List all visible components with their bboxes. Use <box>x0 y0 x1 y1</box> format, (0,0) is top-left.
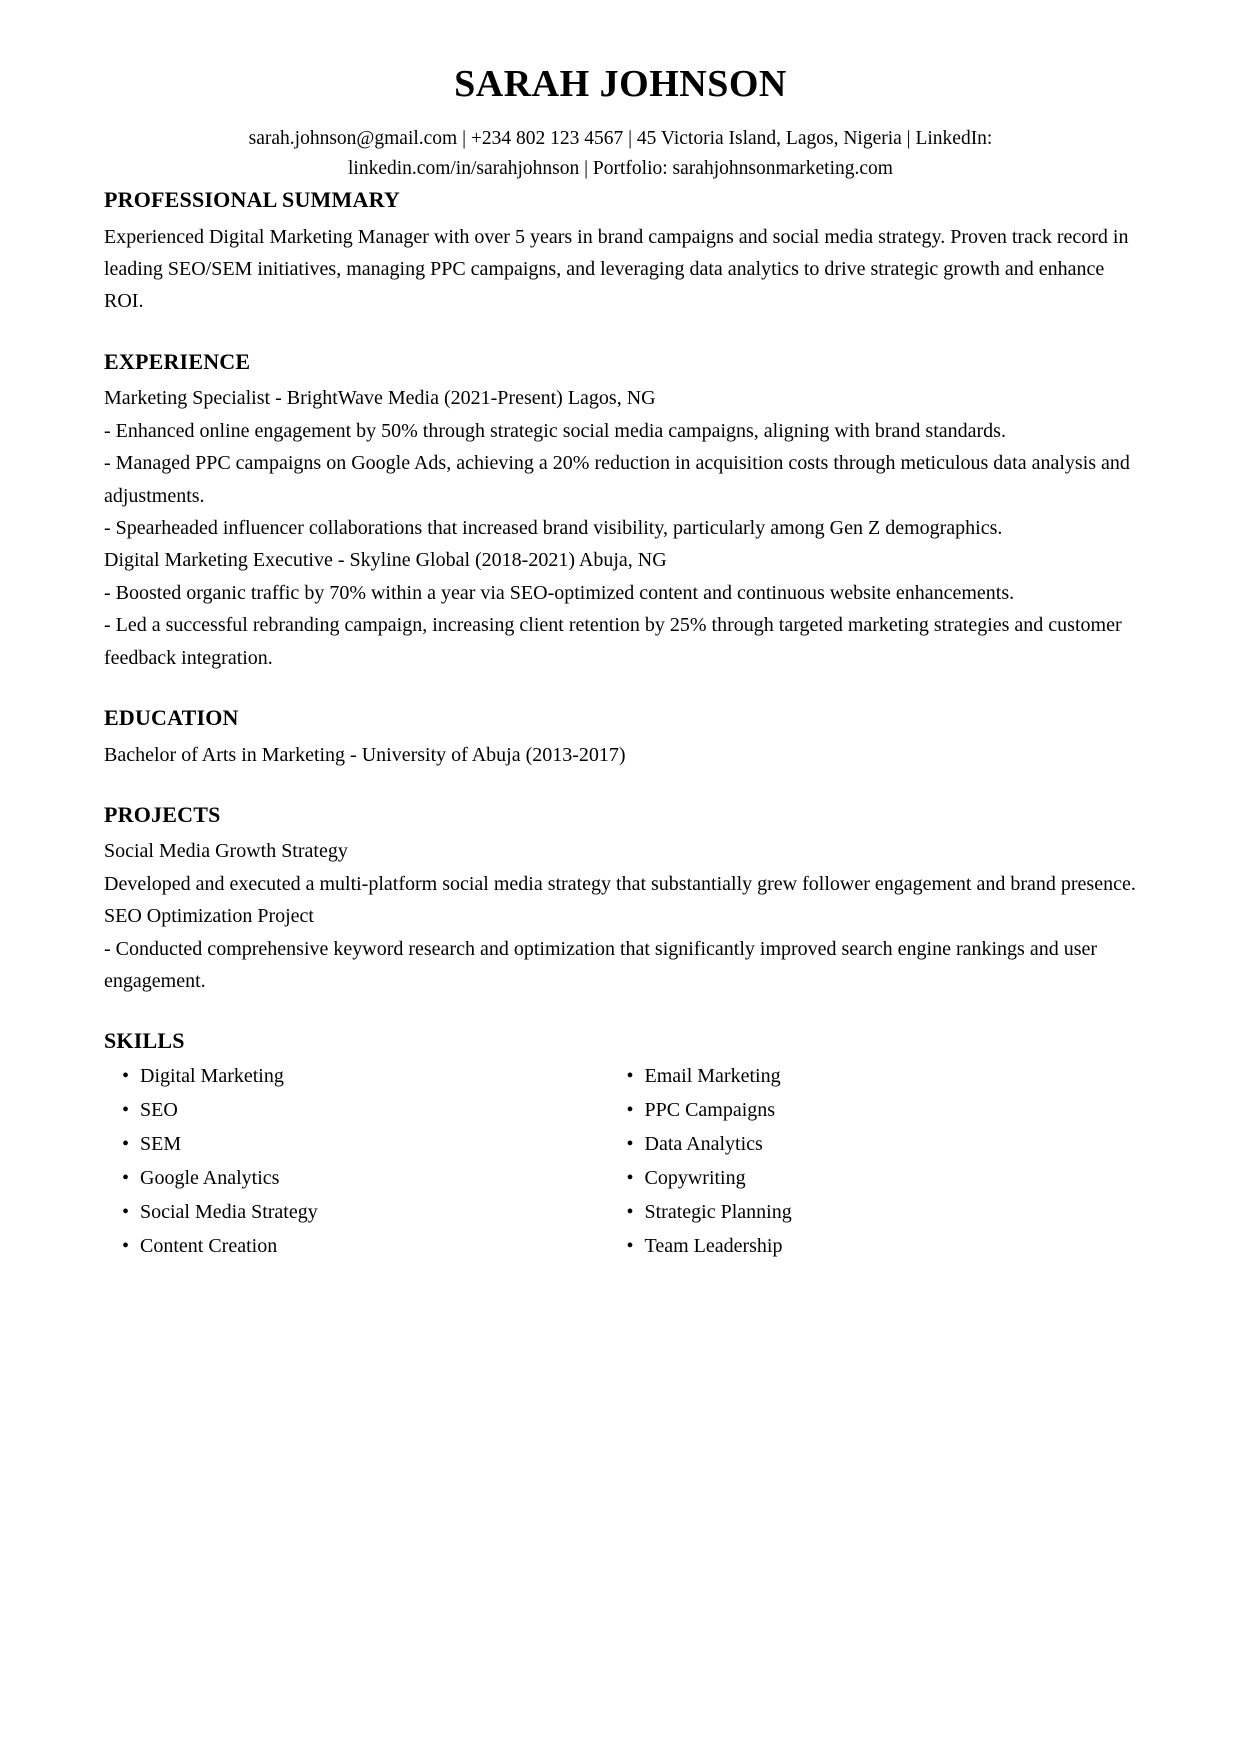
bullet-icon: • <box>122 1099 130 1122</box>
education-entry: Bachelor of Arts in Marketing - University of Abuja (2013-2017) <box>104 743 626 766</box>
bullet-icon: • <box>122 1167 130 1190</box>
skill-label: Digital Marketing <box>140 1065 284 1088</box>
skill-item <box>122 1164 621 1193</box>
section-skills <box>104 1027 1137 1266</box>
section-experience <box>104 348 1137 674</box>
experience-entry <box>104 544 1137 674</box>
experience-bullet: - Managed PPC campaigns on Google Ads, achieving a 20% reduction in acquisition costs through meticulous data analysis and adjustments. <box>104 452 1130 507</box>
experience-bullet: - Boosted organic traffic by 70% within a year via SEO-optimized content and continuous website enhancements. <box>104 581 1015 604</box>
skill-label: Copywriting <box>644 1167 746 1190</box>
section-heading-summary: PROFESSIONAL SUMMARY <box>104 187 400 213</box>
experience-bullet: - Spearheaded influencer collaborations that increased brand visibility, particularly among Gen Z demographics. <box>104 516 1003 539</box>
skill-label: SEO <box>140 1099 178 1122</box>
experience-job-title: Marketing Specialist - BrightWave Media (2021-Present) Lagos, NG <box>104 387 656 410</box>
skill-item <box>627 1198 1138 1227</box>
section-heading-skills: SKILLS <box>104 1028 185 1054</box>
bullet-icon: • <box>626 1133 634 1156</box>
bullet-icon: • <box>626 1201 634 1224</box>
skill-item <box>122 1096 621 1125</box>
experience-bullet: - Enhanced online engagement by 50% through strategic social media campaigns, aligning with brand standards. <box>104 419 1006 442</box>
skill-label: Strategic Planning <box>644 1201 792 1224</box>
experience-entry <box>104 382 1137 544</box>
skills-column-left <box>104 1062 621 1266</box>
skill-item <box>122 1198 621 1227</box>
skill-label: Google Analytics <box>140 1167 280 1190</box>
bullet-icon: • <box>122 1133 130 1156</box>
skills-column-right <box>621 1062 1138 1266</box>
skill-label: Data Analytics <box>644 1133 763 1156</box>
skills-columns <box>104 1062 1137 1266</box>
experience-job-title: Digital Marketing Executive - Skyline Global (2018-2021) Abuja, NG <box>104 549 667 572</box>
project-entry <box>104 900 1137 997</box>
summary-text: Experienced Digital Marketing Manager with over 5 years in brand campaigns and social media strategy. Proven track record in leading SEO/SEM initiatives, managing PPC campaigns, and leveraging data analytics to drive strategic growth and enhance ROI. <box>104 225 1129 313</box>
skill-label: Email Marketing <box>644 1065 781 1088</box>
section-heading-education: EDUCATION <box>104 704 239 730</box>
section-projects <box>104 801 1137 998</box>
bullet-icon: • <box>626 1235 634 1258</box>
contact-line-1: sarah.johnson@gmail.com | +234 802 123 4567 | 45 Victoria Island, Lagos, Nigeria | LinkedIn: <box>248 127 993 149</box>
project-description: - Conducted comprehensive keyword research and optimization that significantly improved search engine rankings and user engagement. <box>104 937 1098 993</box>
bullet-icon: • <box>122 1065 130 1088</box>
contact-line-2: linkedin.com/in/sarahjohnson | Portfolio: sarahjohnsonmarketing.com <box>348 157 893 179</box>
project-entry <box>104 835 1137 900</box>
bullet-icon: • <box>122 1201 130 1224</box>
skill-label: Team Leadership <box>644 1235 783 1258</box>
project-description: Developed and executed a multi-platform social media strategy that substantially grew follower engagement and brand presence. <box>104 872 1136 895</box>
skill-label: SEM <box>140 1133 182 1156</box>
skill-item <box>627 1062 1138 1091</box>
skill-item <box>122 1130 621 1159</box>
candidate-name: SARAH JOHNSON <box>454 63 787 105</box>
section-education <box>104 704 1137 771</box>
section-heading-experience: EXPERIENCE <box>104 348 251 374</box>
experience-bullet: - Led a successful rebranding campaign, increasing client retention by 25% through targeted marketing strategies and customer feedback integration. <box>104 614 1122 669</box>
bullet-icon: • <box>626 1065 634 1088</box>
bullet-icon: • <box>626 1167 634 1190</box>
skill-item <box>627 1130 1138 1159</box>
project-title: Social Media Growth Strategy <box>104 840 348 863</box>
skill-item <box>627 1164 1138 1193</box>
section-heading-projects: PROJECTS <box>104 801 221 827</box>
skill-item <box>122 1232 621 1261</box>
skill-item <box>627 1096 1138 1125</box>
skill-item <box>627 1232 1138 1261</box>
skill-label: PPC Campaigns <box>644 1099 776 1122</box>
contact-info <box>206 124 1036 184</box>
project-title: SEO Optimization Project <box>104 905 314 928</box>
section-professional-summary <box>104 186 1137 318</box>
bullet-icon: • <box>626 1099 634 1122</box>
skill-item <box>122 1062 621 1091</box>
bullet-icon: • <box>122 1235 130 1258</box>
skill-label: Social Media Strategy <box>140 1201 318 1224</box>
skill-label: Content Creation <box>140 1235 278 1258</box>
